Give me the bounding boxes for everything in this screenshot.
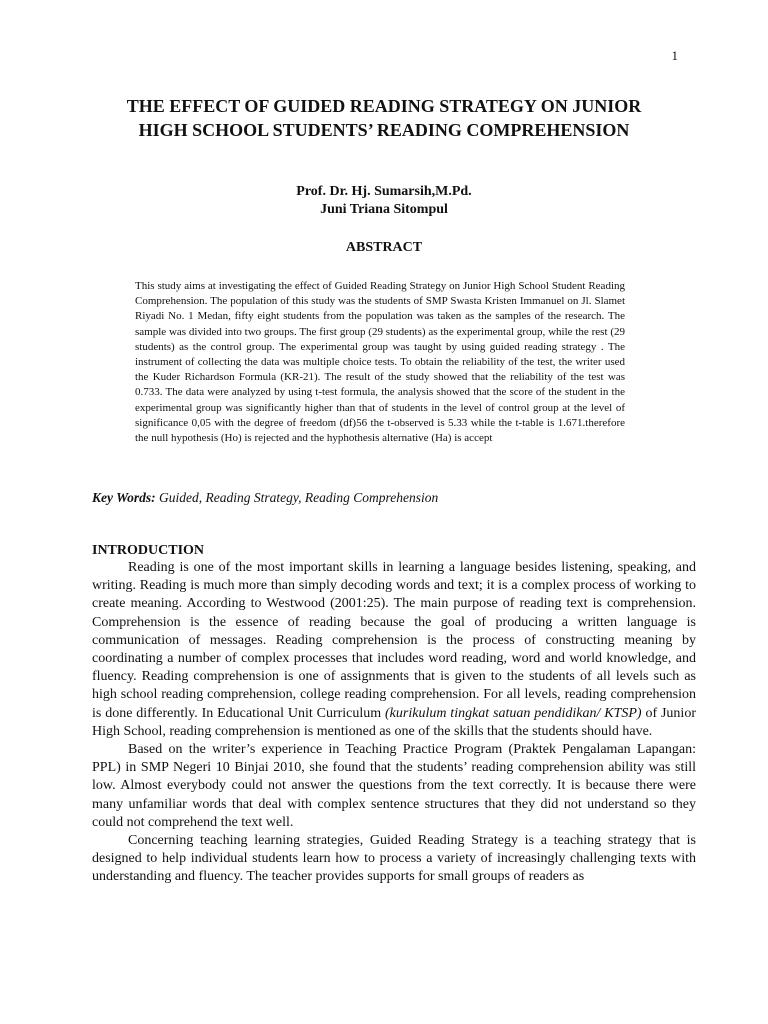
author-name: Prof. Dr. Hj. Sumarsih,M.Pd. [296, 184, 472, 199]
abstract-text: This study aims at investigating the effect of Guided Reading Strategy on Junior High School Student Reading Comprehension. The population of this study was the students of SMP Swasta Kristen Immanuel on Jl. Slamet Riyadi No. 1 Medan, fifty eight students from the population was taken as the samples of the research. The sample was divided into two groups. The first group (29 students) as the experimental group, while the rest (29 students) as the control group. The experimental group was taught by using guided reading strategy . The instrument of collecting the data was multiple choice tests. To obtain the reliability of the test, the writer used the Kuder Richardson Formula (KR-21). The result of the study showed that the reliability of the test was 0.733. The data were analyzed by using t-test formula, the analysis showed that the score of the student in the experimental group was significantly higher than that of students in the level of control group at the level of significance 0,05 with the degree of freedom (df)56 the t-observed is 5.33 while the t-table is 1.671.therefore the null hypothesis (Ho) is rejected and the hyphothesis alternative (Ha) is accept [135, 280, 625, 445]
author-list [100, 183, 668, 219]
introduction-heading: INTRODUCTION [92, 543, 205, 558]
introduction-body [92, 559, 696, 887]
abstract-heading: ABSTRACT [345, 240, 423, 255]
paragraph-text: Reading is one of the most important skills in learning a language besides listening, speaking, and writing. Reading is much more than simply decoding words and text; it is a complex process of working to create meaning. According to Westwood (2001:25). The main purpose of reading text is comprehension. Comprehension is the essence of reading because the goal of producing a written language is communication of messages. Reading comprehension is the process of constructing meaning by coordinating a number of complex processes that includes word reading, word and world knowledge, and fluency. Reading comprehension is one of assignments that is given to the students of all levels such as high school reading comprehension, college reading comprehension. For all levels, reading comprehension is done differently. In Educational Unit Curriculum [92, 560, 696, 721]
paragraph: Based on the writer’s experience in Teaching Practice Program (Praktek Pengalaman Lapangan: PPL) in SMP Negeri 10 Binjai 2010, she found that the students’ reading comprehension ability was still low. Almost everybody could not answer the questions from the text correctly. It is because there were many unfamiliar words that deal with complex sentence structures that they did not understand so they could not comprehend the text well. [92, 742, 696, 830]
keywords [92, 490, 692, 506]
author-name: Juni Triana Sitompul [320, 202, 448, 217]
paragraph-italic-text: (kurikulum tingkat satuan pendidikan/ KTSP) [385, 705, 642, 721]
paper-title: THE EFFECT OF GUIDED READING STRATEGY ON JUNIOR HIGH SCHOOL STUDENTS’ READING COMPREHENSION [126, 96, 642, 140]
paragraph [92, 559, 696, 741]
paragraph: Concerning teaching learning strategies, Guided Reading Strategy is a teaching strategy that is designed to help individual students learn how to process a variety of increasingly challenging texts with understanding and fluency. The teacher provides supports for small groups of readers as [92, 833, 696, 885]
keywords-text: Guided, Reading Strategy, Reading Comprehension [155, 490, 439, 505]
paragraph-text: of Junior High School, reading comprehension is mentioned as one of the skills that the students should have. [92, 705, 696, 739]
page-number: 1 [671, 48, 678, 63]
keywords-label: Key Words: [92, 490, 156, 505]
